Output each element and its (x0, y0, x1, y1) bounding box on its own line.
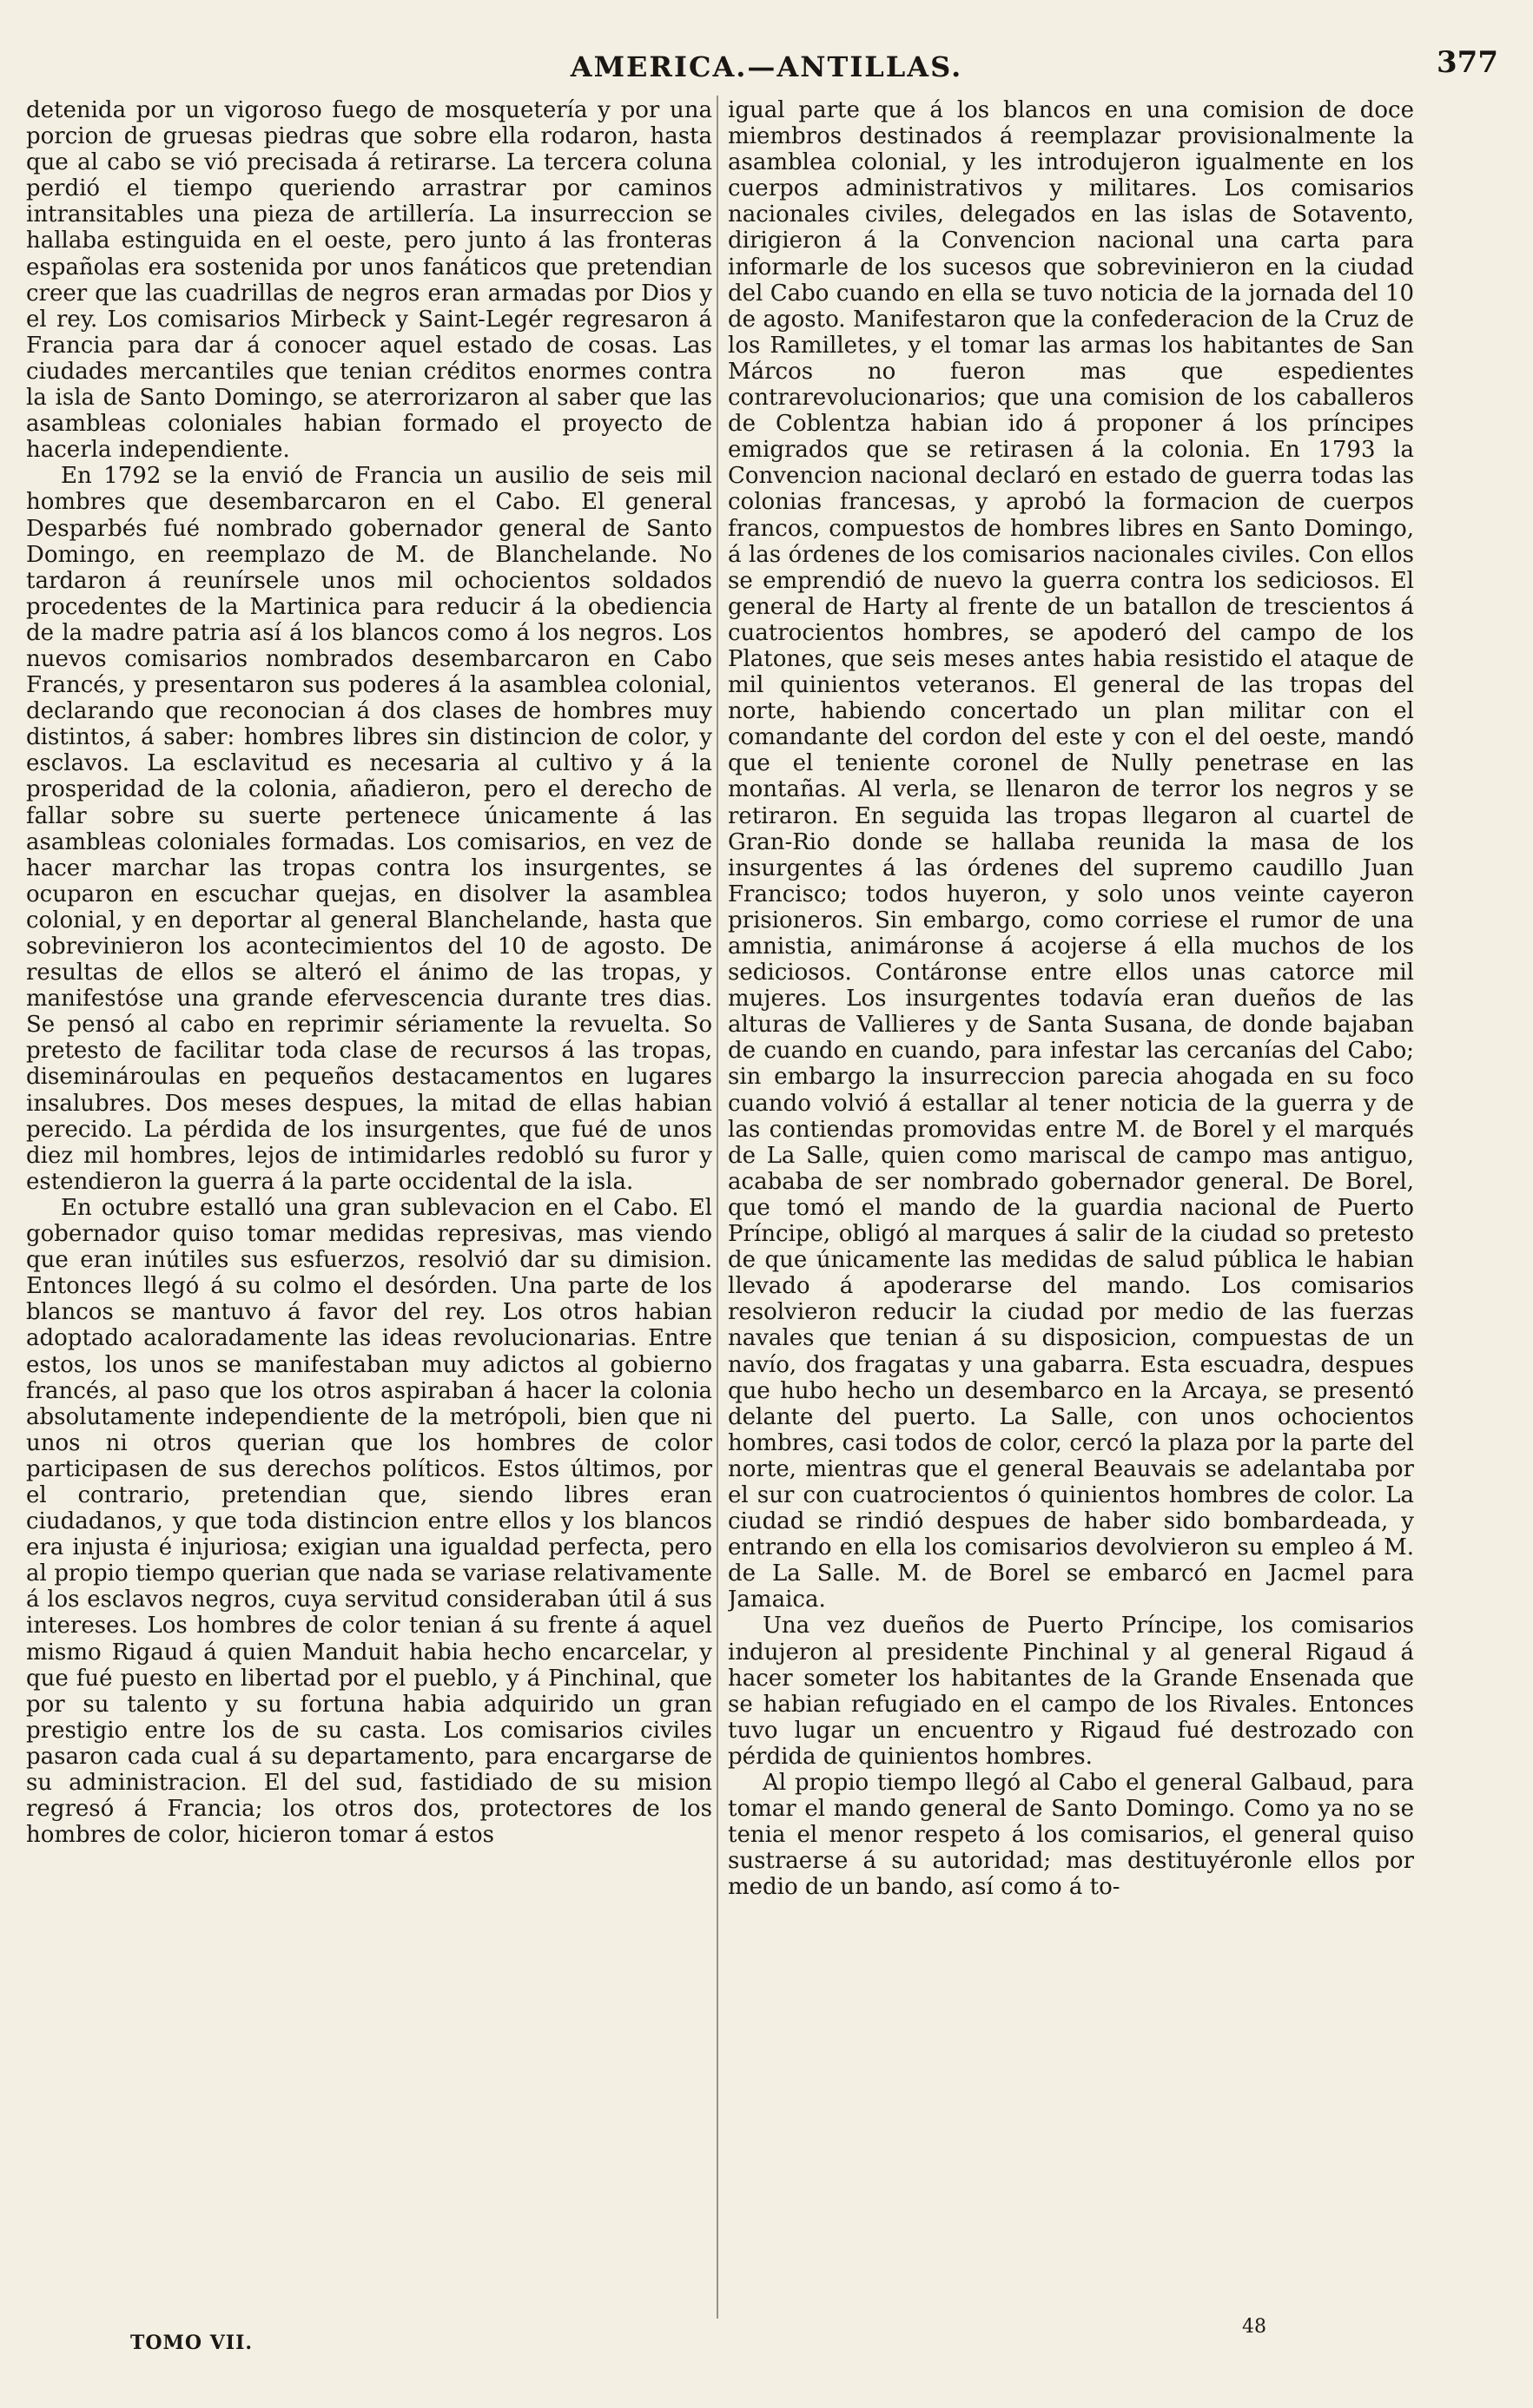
paragraph: detenida por un vigoroso fuego de mosquetería y por una porcion de gruesas piedras que sobre ella rodaron, hasta que al cabo se vió precisada á retirarse. La tercera coluna perdió el tiempo queriendo arrastrar por caminos intransitables una pieza de artillería. La insurreccion se hallaba estinguida en el oeste, pero junto á las fronteras españolas era sostenida por unos fanáticos que pretendian creer que las cuadrillas de negros eran armadas por Dios y el rey. Los comisarios Mirbeck y Saint-Legér regresaron á Francia para dar á conocer aquel estado de cosas. Las ciudades mercantiles que tenian créditos enormes contra la isla de Santo Domingo, se aterrorizaron al saber que las asambleas coloniales habian formado el proyecto de hacerla independiente. (26, 97, 712, 464)
paragraph: Al propio tiempo llegó al Cabo el general Galbaud, para tomar el mando general de Santo Domingo. Como ya no se tenia el menor respeto á los comisarios, el general quiso sustraerse á su autoridad; mas destituyéronle ellos por medio de un bando, así como á to- (728, 1770, 1414, 1901)
page-header (26, 35, 1507, 87)
paragraph: En octubre estalló una gran sublevacion en el Cabo. El gobernador quiso tomar medidas represivas, mas viendo que eran inútiles sus esfuerzos, resolvió dar su dimision. Entonces llegó á su colmo el desórden. Una parte de los blancos se mantuvo á favor del rey. Los otros habian adoptado acaloradamente las ideas revolucionarias. Entre estos, los unos se manifestaban muy adictos al gobierno francés, al paso que los otros aspiraban á hacer la colonia absolutamente independiente de la metrópoli, bien que ni unos ni otros querian que los hombres de color participasen de sus derechos políticos. Estos últimos, por el contrario, pretendian que, siendo libres eran ciudadanos, y que toda distincion entre ellos y los blancos era injusta é injuriosa; exigian una igualdad perfecta, pero al propio tiempo querian que nada se variase relativamente á los esclavos negros, cuya servitud consideraban útil á sus intereses. Los hombres de color tenian á su frente á aquel mismo Rigaud á quien Manduit habia hecho encarcelar, y que fué puesto en libertad por el pueblo, y á Pinchinal, que por su talento y su fortuna habia adquirido un gran prestigio entre los de su casta. Los comisarios civiles pasaron cada cual á su departamento, para encargarse de su administracion. El del sud, fastidiado de su mision regresó á Francia; los otros dos, protectores de los hombres de color, hicieron tomar á estos (26, 1194, 712, 1849)
left-column (26, 97, 712, 2320)
paragraph: Una vez dueños de Puerto Príncipe, los comisarios indujeron al presidente Pinchinal y al general Rigaud á hacer someter los habitantes de la Grande Ensenada que se habian refugiado en el campo de los Rivales. Entonces tuvo lugar un encuentro y Rigaud fué destrozado con pérdida de quinientos hombres. (728, 1613, 1414, 1770)
page-number: 377 (1437, 45, 1498, 80)
volume-label: TOMO VII. (130, 2332, 254, 2354)
paragraph: En 1792 se la envió de Francia un ausilio de seis mil hombres que desembarcaron en el Cabo. El general Desparbés fué nombrado gobernador general de Santo Domingo, en reemplazo de M. de Blanchelande. No tardaron á reunírsele unos mil ochocientos soldados procedentes de la Martinica para reducir á la obediencia de la madre patria así á los blancos como á los negros. Los nuevos comisarios nombrados desembarcaron en Cabo Francés, y presentaron sus poderes á la asamblea colonial, declarando que reconocian á dos clases de hombres muy distintos, á saber: hombres libres sin distincion de color, y esclavos. La esclavitud es necesaria al cultivo y á la prosperidad de la colonia, añadieron, pero el derecho de fallar sobre su suerte pertenece únicamente á las asambleas coloniales formadas. Los comisarios, en vez de hacer marchar las tropas contra los insurgentes, se ocuparon en escuchar quejas, en disolver la asamblea colonial, y en deportar al general Blanchelande, hasta que sobrevinieron los acontecimientos del 10 de agosto. De resultas de ellos se alteró el ánimo de las tropas, y manifestóse una grande efervescencia durante tres dias. Se pensó al cabo en reprimir sériamente la revuelta. So pretesto de facilitar toda clase de recursos á las tropas, diseminároulas en pequeños destacamentos en lugares insalubres. Dos meses despues, la mitad de ellas habian perecido. La pérdida de los insurgentes, que fué de unos diez mil hombres, lejos de intimidarles redobló su furor y estendieron la guerra á la parte occidental de la isla. (26, 463, 712, 1195)
page-footer (26, 2316, 1507, 2366)
running-title: AMERICA.—ANTILLAS. (570, 50, 963, 83)
signature-mark: 48 (1242, 2316, 1266, 2338)
column-divider (717, 96, 718, 2319)
paragraph: igual parte que á los blancos en una comision de doce miembros destinados á reemplazar provisionalmente la asamblea colonial, y les introdujeron igualmente en los cuerpos administrativos y militares. Los comisarios nacionales civiles, delegados en las islas de Sotavento, dirigieron á la Convencion nacional una carta para informarle de los sucesos que sobrevinieron en la ciudad del Cabo cuando en ella se tuvo noticia de la jornada del 10 de agosto. Manifestaron que la confederacion de la Cruz de los Ramilletes, y el tomar las armas los habitantes de San Márcos no fueron mas que espedientes contrarevolucionarios; que una comision de los caballeros de Coblentza habian ido á proponer á los príncipes emigrados que se retirasen á la colonia. En 1793 la Convencion nacional declaró en estado de guerra todas las colonias francesas, y aprobó la formacion de cuerpos francos, compuestos de hombres libres en Santo Domingo, á las órdenes de los comisarios nacionales civiles. Con ellos se emprendió de nuevo la guerra contra los sediciosos. El general de Harty al frente de un batallon de trescientos á cuatrocientos hombres, se apoderó del campo de los Platones, que seis meses antes habia resistido el ataque de mil quinientos veteranos. El general de las tropas del norte, habiendo concertado un plan militar con el comandante del cordon del este y con el del oeste, mandó que el teniente coronel de Nully penetrase en las montañas. Al verla, se llenaron de terror los negros y se retiraron. En seguida las tropas llegaron al cuartel de Gran-Rio donde se hallaba reunida la masa de los insurgentes á las órdenes del supremo caudillo Juan Francisco; todos huyeron, y solo unos veinte cayeron prisioneros. Sin embargo, como corriese el rumor de una amnistia, animáronse á acojerse á ella muchos de los sediciosos. Contáronse entre ellos unas catorce mil mujeres. Los insurgentes todavía eran dueños de las alturas de Vallieres y de Santa Susana, de donde bajaban de cuando en cuando, para infestar las cercanías del Cabo; sin embargo la insurreccion parecia ahogada en su foco cuando volvió á estallar al tener noticia de la guerra y de las contiendas promovidas entre M. de Borel y el marqués de La Salle, quien como mariscal de campo mas antiguo, acababa de ser nombrado gobernador general. De Borel, que tomó el mando de la guardia nacional de Puerto Príncipe, obligó al marques á salir de la ciudad so pretesto de que únicamente las medidas de salud pública le habian llevado á apoderarse del mando. Los comisarios resolvieron reducir la ciudad por medio de las fuerzas navales que tenian á su disposicion, compuestas de un navío, dos fragatas y una gabarra. Esta escuadra, despues que hubo hecho un desembarco en la Arcaya, se presentó delante del puerto. La Salle, con unos ochocientos hombres, casi todos de color, cercó la plaza por la parte del norte, mientras que el general Beauvais se adelantaba por el sur con cuatrocientos ó quinientos hombres de color. La ciudad se rindió despues de haber sido bombardeada, y entrando en ella los comisarios devolvieron su empleo á M. de La Salle. M. de Borel se embarcó en Jacmel para Jamaica. (728, 97, 1414, 1613)
right-column (728, 97, 1414, 2320)
